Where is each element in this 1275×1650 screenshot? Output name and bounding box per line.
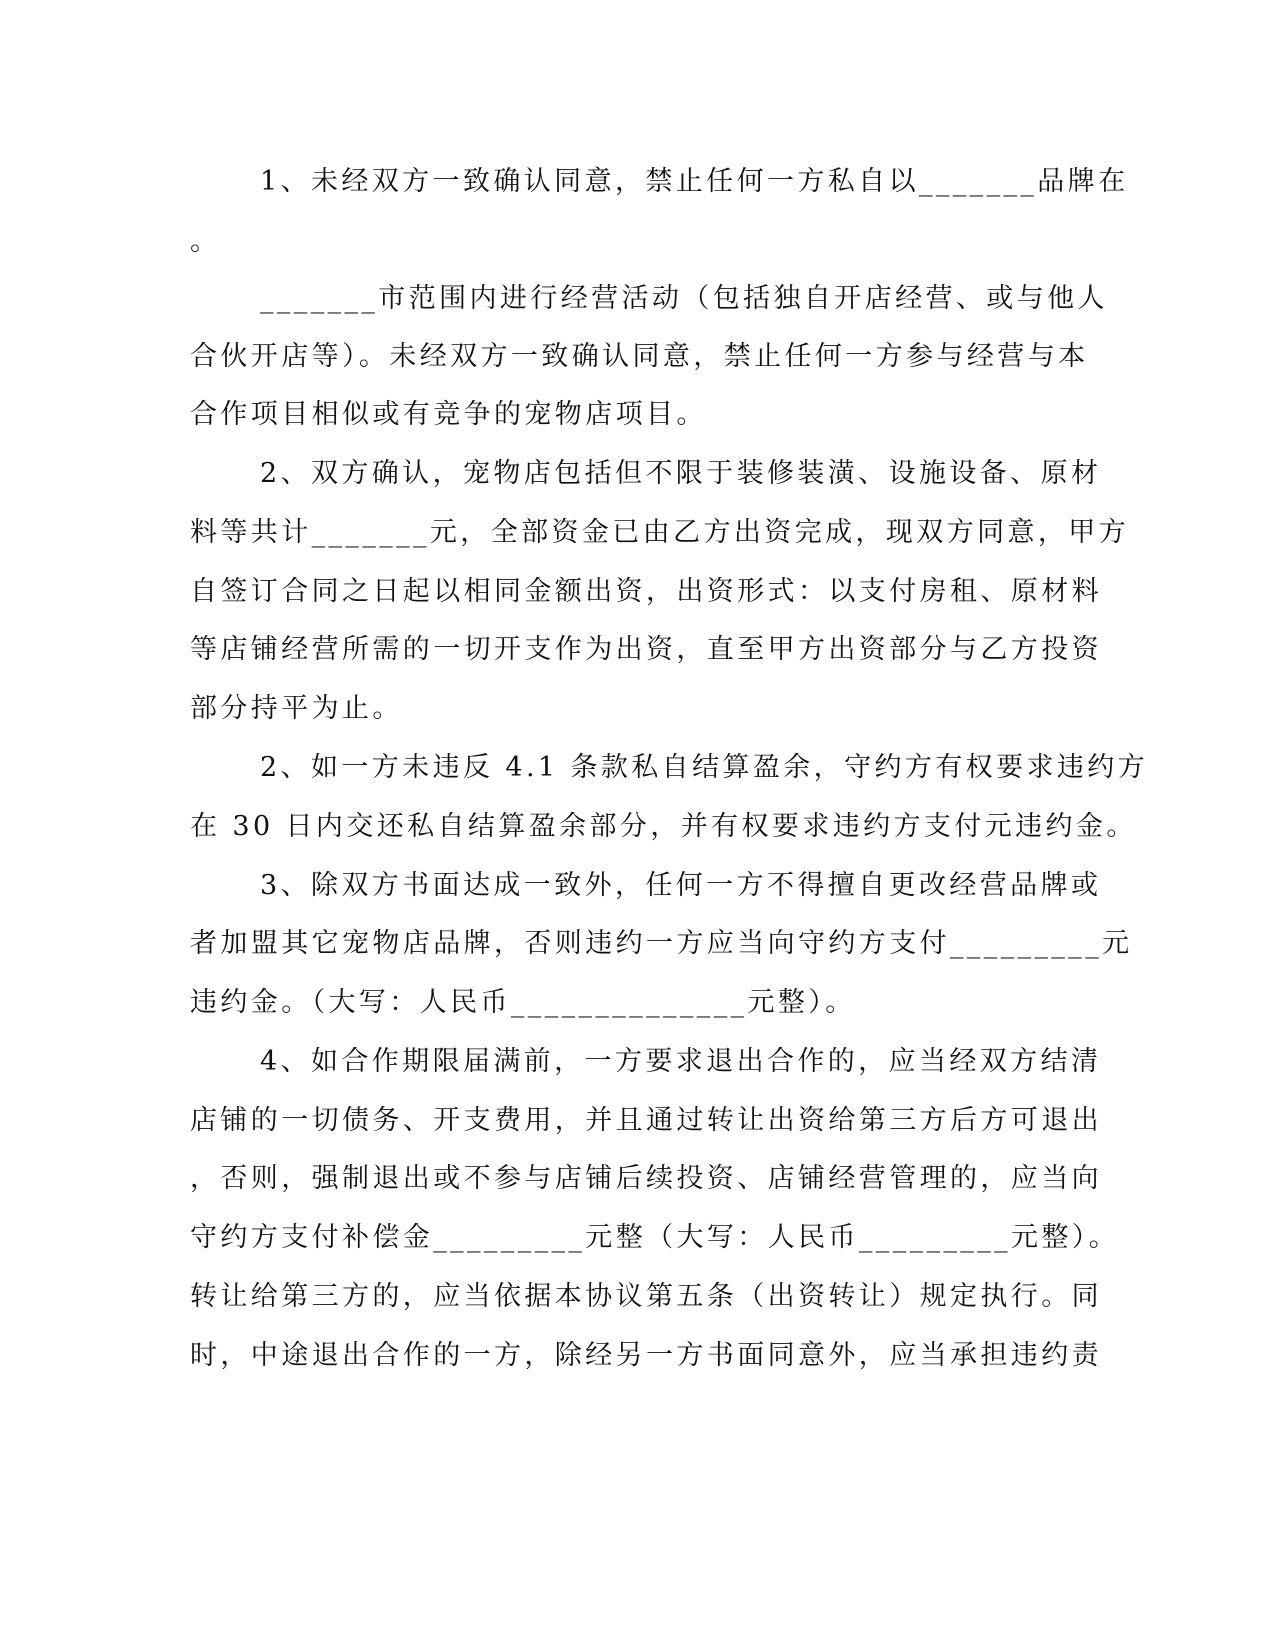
clause-2a-line-5: 部分持平为止。 <box>190 693 403 724</box>
clause-2b-line-1: 2、如一方未违反 4.1 条款私自结算盈余，守约方有权要求违约方 <box>260 752 1149 783</box>
clause-1-line-4: 合伙开店等）。未经双方一致确认同意，禁止任何一方参与经营与本 <box>190 341 1089 372</box>
clause-2a-line-3: 自签订合同之日起以相同金额出资，出资形式：以支付房租、原材料 <box>190 576 1102 607</box>
clause-3-line-3: 违约金。（大写：人民币______________元整）。 <box>190 987 856 1018</box>
clause-2a-line-2: 料等共计_______元，全部资金已由乙方出资完成，现双方同意，甲方 <box>190 517 1130 548</box>
clause-4-line-5: 转让给第三方的，应当依据本协议第五条（出资转让）规定执行。同 <box>190 1281 1102 1312</box>
clause-2a-line-1: 2、双方确认，宠物店包括但不限于装修装潢、设施设备、原材 <box>260 458 1102 489</box>
clause-2b-line-2: 在 30 日内交还私自结算盈余部分，并有权要求违约方支付元违约金。 <box>190 811 1137 842</box>
clause-4-line-3: ，否则，强制退出或不参与店铺后续投资、店铺经营管理的，应当向 <box>190 1163 1102 1194</box>
clause-1-line-2: 。 <box>190 226 221 257</box>
clause-4-line-2: 店铺的一切债务、开支费用，并且通过转让出资给第三方后方可退出 <box>190 1105 1102 1136</box>
clause-1-line-5: 合作项目相似或有竞争的宠物店项目。 <box>190 399 707 430</box>
clause-3-line-1: 3、除双方书面达成一致外，任何一方不得擅自更改经营品牌或 <box>260 870 1102 901</box>
clause-3-line-2: 者加盟其它宠物店品牌，否则违约一方应当向守约方支付_________元 <box>190 928 1133 959</box>
clause-1-line-3: _______市范围内进行经营活动（包括独自开店经营、或与他人 <box>260 283 1108 314</box>
clause-4-line-6: 时，中途退出合作的一方，除经另一方书面同意外，应当承担违约责 <box>190 1340 1102 1371</box>
clause-4-line-4: 守约方支付补偿金_________元整（大写：人民币_________元整）。 <box>190 1222 1120 1253</box>
clause-2a-line-4: 等店铺经营所需的一切开支作为出资，直至甲方出资部分与乙方投资 <box>190 634 1102 665</box>
clause-4-line-1: 4、如合作期限届满前，一方要求退出合作的，应当经双方结清 <box>260 1046 1102 1077</box>
clause-1-line-1: 1、未经双方一致确认同意，禁止任何一方私自以_______品牌在 <box>260 166 1129 197</box>
